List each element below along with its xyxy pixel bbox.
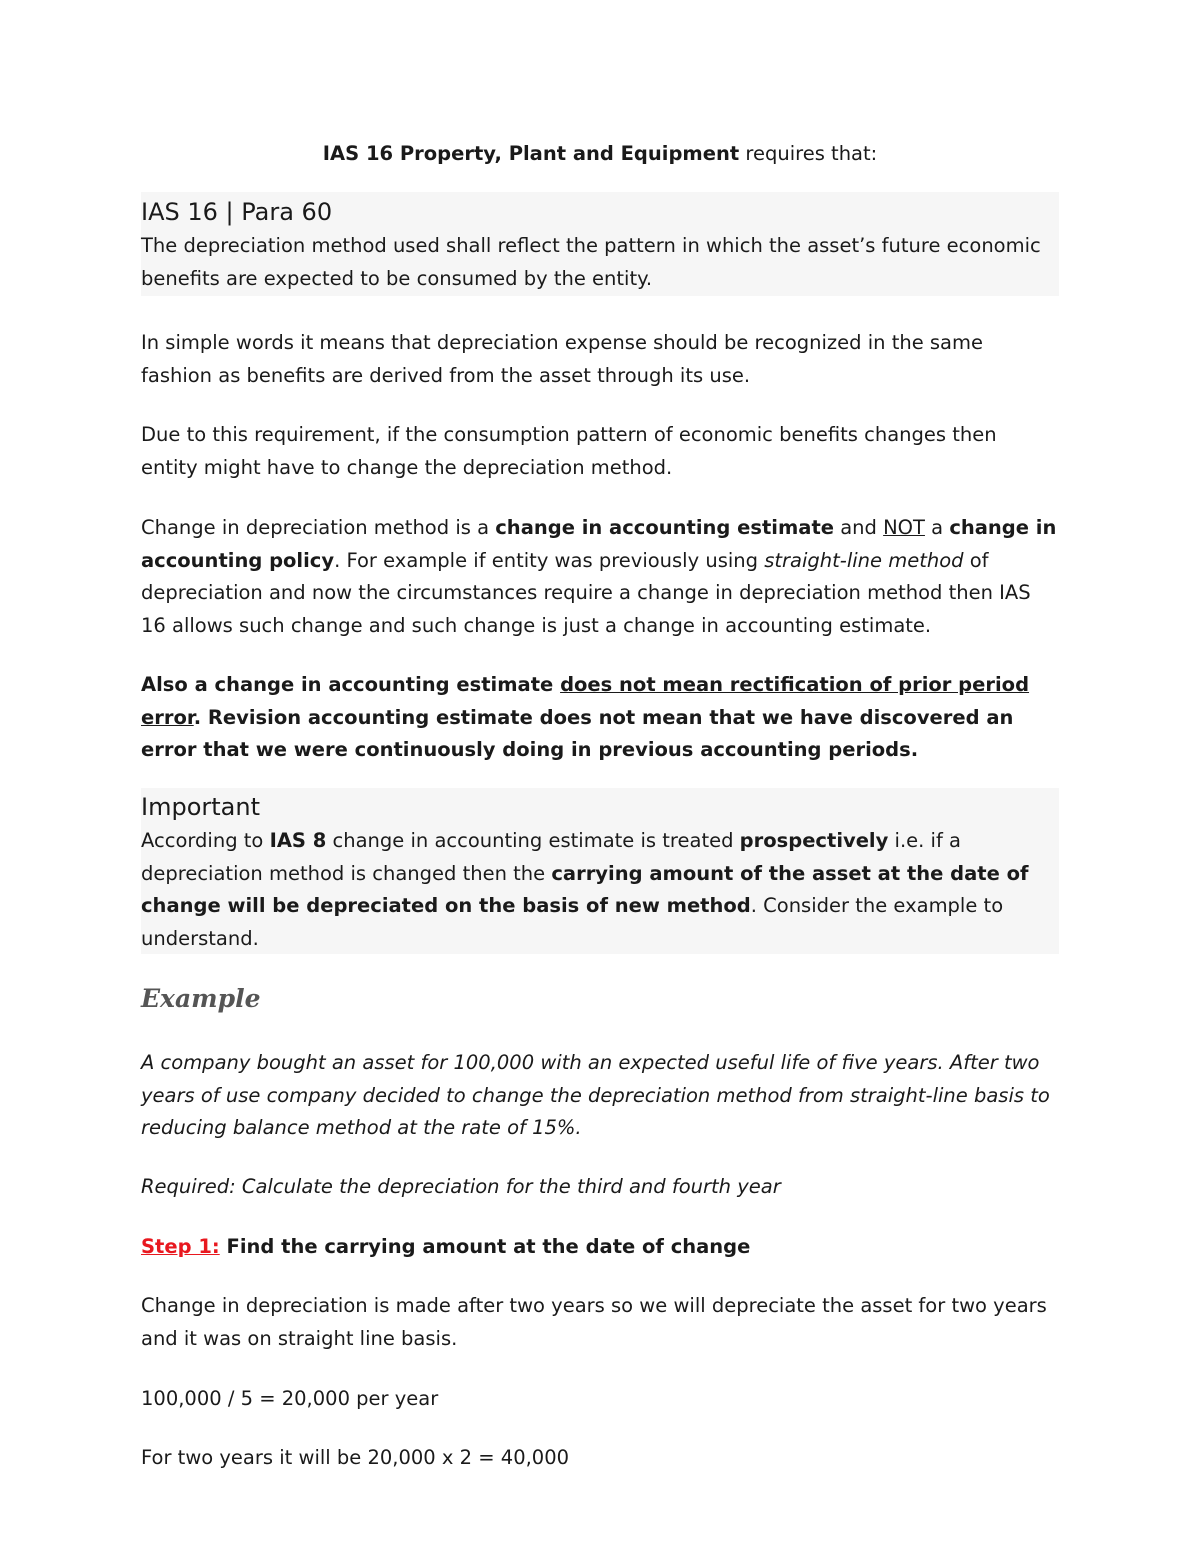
para60-heading: IAS 16 | Para 60: [141, 198, 333, 226]
standard-name: IAS 16 Property, Plant and Equipment: [322, 142, 740, 165]
example-scenario: A company bought an asset for 100,000 with an expected useful life of five years. After two years of use company decided to change the depreciation method from straight-line basis to reducing balance method at the rate of 15%.: [141, 1051, 1050, 1139]
important-text: According to IAS 8 change in accounting estimate is treated prospectively i.e. if a depreciation method is changed then the carrying amount of the asset at the date of change will be depreciated on the basis of new method. Consider the example to understand.: [141, 829, 1029, 950]
step1-calc-two-years: For two years it will be 20,000 x 2 = 40,000: [141, 1446, 570, 1469]
requirement-paragraph: Due to this requirement, if the consumption pattern of economic benefits changes then entity might have to change the depreciation method.: [141, 423, 997, 479]
intro-line: IAS 16 Property, Plant and Equipment requires that:: [322, 142, 878, 165]
step1-text: Change in depreciation is made after two years so we will depreciate the asset for two years and it was on straight line basis.: [141, 1294, 1047, 1350]
example-required: Required: Calculate the depreciation for the third and fourth year: [141, 1175, 781, 1198]
simple-words-paragraph: In simple words it means that depreciation expense should be recognized in the same fashion as benefits are derived from the asset through its use.: [141, 331, 983, 387]
change-method-paragraph: Change in depreciation method is a change in accounting estimate and NOT a change in accounting policy. For example if entity was previously using straight-line method of depreciation and now the circumstances require a change in depreciation method then IAS 16 allows such change and such change is just a change in accounting estimate.: [141, 516, 1057, 637]
step1-label: Step 1:: [141, 1235, 220, 1258]
para60-quote-box: [141, 192, 1059, 296]
example-heading: Example: [141, 984, 261, 1013]
rectification-paragraph: Also a change in accounting estimate does not mean rectification of prior period error. Revision accounting estimate does not mean that we have discovered an error that we were continuously doing in previous accounting periods.: [141, 673, 1030, 761]
step1-calc-annual: 100,000 / 5 = 20,000 per year: [141, 1387, 439, 1410]
step1-title: Find the carrying amount at the date of change: [219, 1235, 751, 1258]
para60-text: The depreciation method used shall reflect the pattern in which the asset’s future economic benefits are expected to be consumed by the entity.: [141, 234, 1041, 290]
important-heading: Important: [141, 793, 260, 821]
important-box: [141, 788, 1059, 954]
step1-heading: [141, 1231, 1059, 1264]
